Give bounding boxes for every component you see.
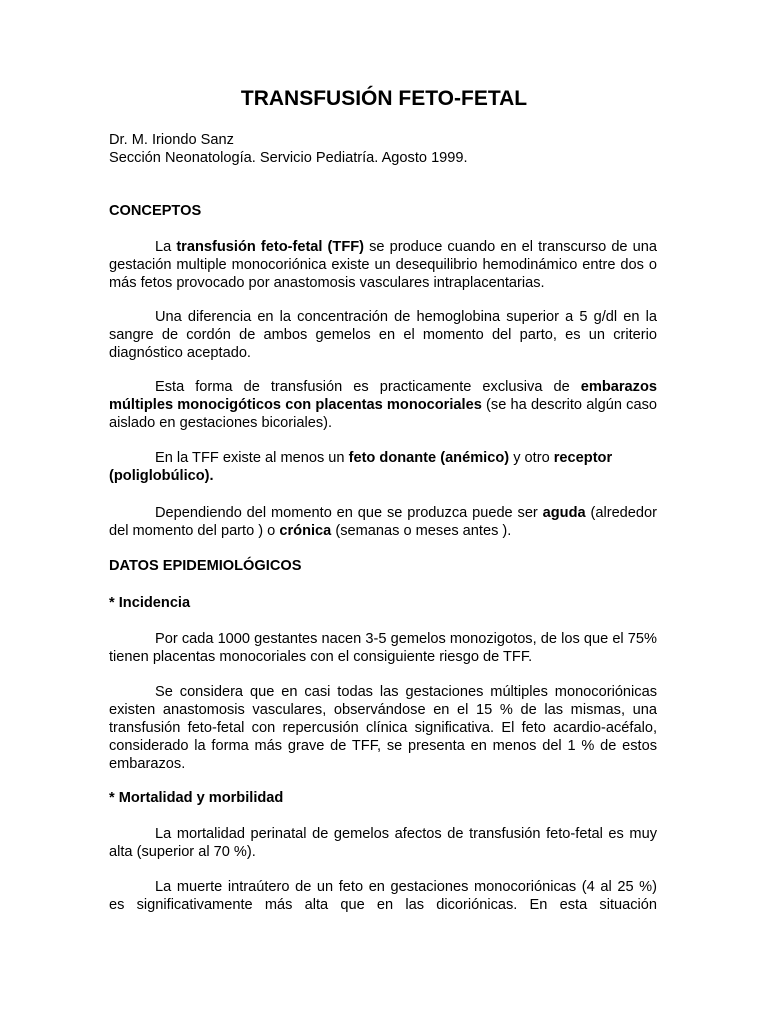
paragraph-acute-chronic: Dependiendo del momento en que se produzca puede ser aguda (alrededor del momento del parto ) o crónica (semanas o meses antes ). <box>109 505 658 539</box>
term-cronica: crónica <box>279 523 332 539</box>
term-aguda: aguda <box>542 505 586 521</box>
term-embarazos: embarazos múltiples monocigóticos con placentas monocoriales <box>109 379 657 413</box>
subheading-incidencia: * Incidencia <box>109 595 191 611</box>
paragraph-anastomosis: Se considera que en casi todas las gestaciones múltiples monocoriónicas existen anastomosis vasculares, observándose en el 15 % de las mismas, una transfusión feto-fetal con repercusión clínica significativa. El feto acardio-acéfalo, considerado la forma más grave de TFF, se presenta en menos del 1 % de estos embarazos. <box>109 684 657 772</box>
paragraph-mortality: La mortalidad perinatal de gemelos afectos de transfusión feto-fetal es muy alta (superior al 70 %). <box>109 826 657 860</box>
term-receptor: receptor (poliglobúlico). <box>109 450 613 484</box>
document-title: TRANSFUSIÓN FETO-FETAL <box>240 87 528 110</box>
paragraph-incidence: Por cada 1000 gestantes nacen 3-5 gemelos monozigotos, de los que el 75% tienen placentas monocoriales con el consiguiente riesgo de TFF. <box>109 631 657 665</box>
term-feto-donante: feto donante (anémico) <box>348 450 510 466</box>
paragraph-donor-receptor: En la TFF existe al menos un feto donante (anémico) y otro receptor (poliglobúlico). <box>109 450 613 484</box>
subheading-mortalidad: * Mortalidad y morbilidad <box>109 790 284 806</box>
paragraph-intrauterine-death: La muerte intraútero de un feto en gestaciones monocoriónicas (4 al 25 %) es significativamente más alta que en las dicoriónicas. En esta situación <box>109 879 657 913</box>
section-heading-conceptos: CONCEPTOS <box>109 203 202 219</box>
author: Dr. M. Iriondo Sanz <box>109 132 234 148</box>
section-heading-epidemiologicos: DATOS EPIDEMIOLÓGICOS <box>109 558 302 574</box>
affiliation: Sección Neonatología. Servicio Pediatría. Agosto 1999. <box>109 150 468 166</box>
paragraph-tff-definition: La transfusión feto-fetal (TFF) se produce cuando en el transcurso de una gestación multiple monocoriónica existe un desequilibrio hemodinámico entre dos o más fetos provocado por anastomosis vasculares intraplacentarias. <box>109 239 657 291</box>
paragraph-hemoglobin-criterion: Una diferencia en la concentración de hemoglobina superior a 5 g/dl en la sangre de cordón de ambos gemelos en el momento del parto, es un criterio diagnóstico aceptado. <box>109 309 657 361</box>
term-tff: transfusión feto-fetal (TFF) <box>176 239 365 255</box>
paragraph-monochorionic: Esta forma de transfusión es practicamente exclusiva de embarazos múltiples monocigóticos con placentas monocoriales (se ha descrito algún caso aislado en gestaciones bicoriales). <box>109 379 657 431</box>
